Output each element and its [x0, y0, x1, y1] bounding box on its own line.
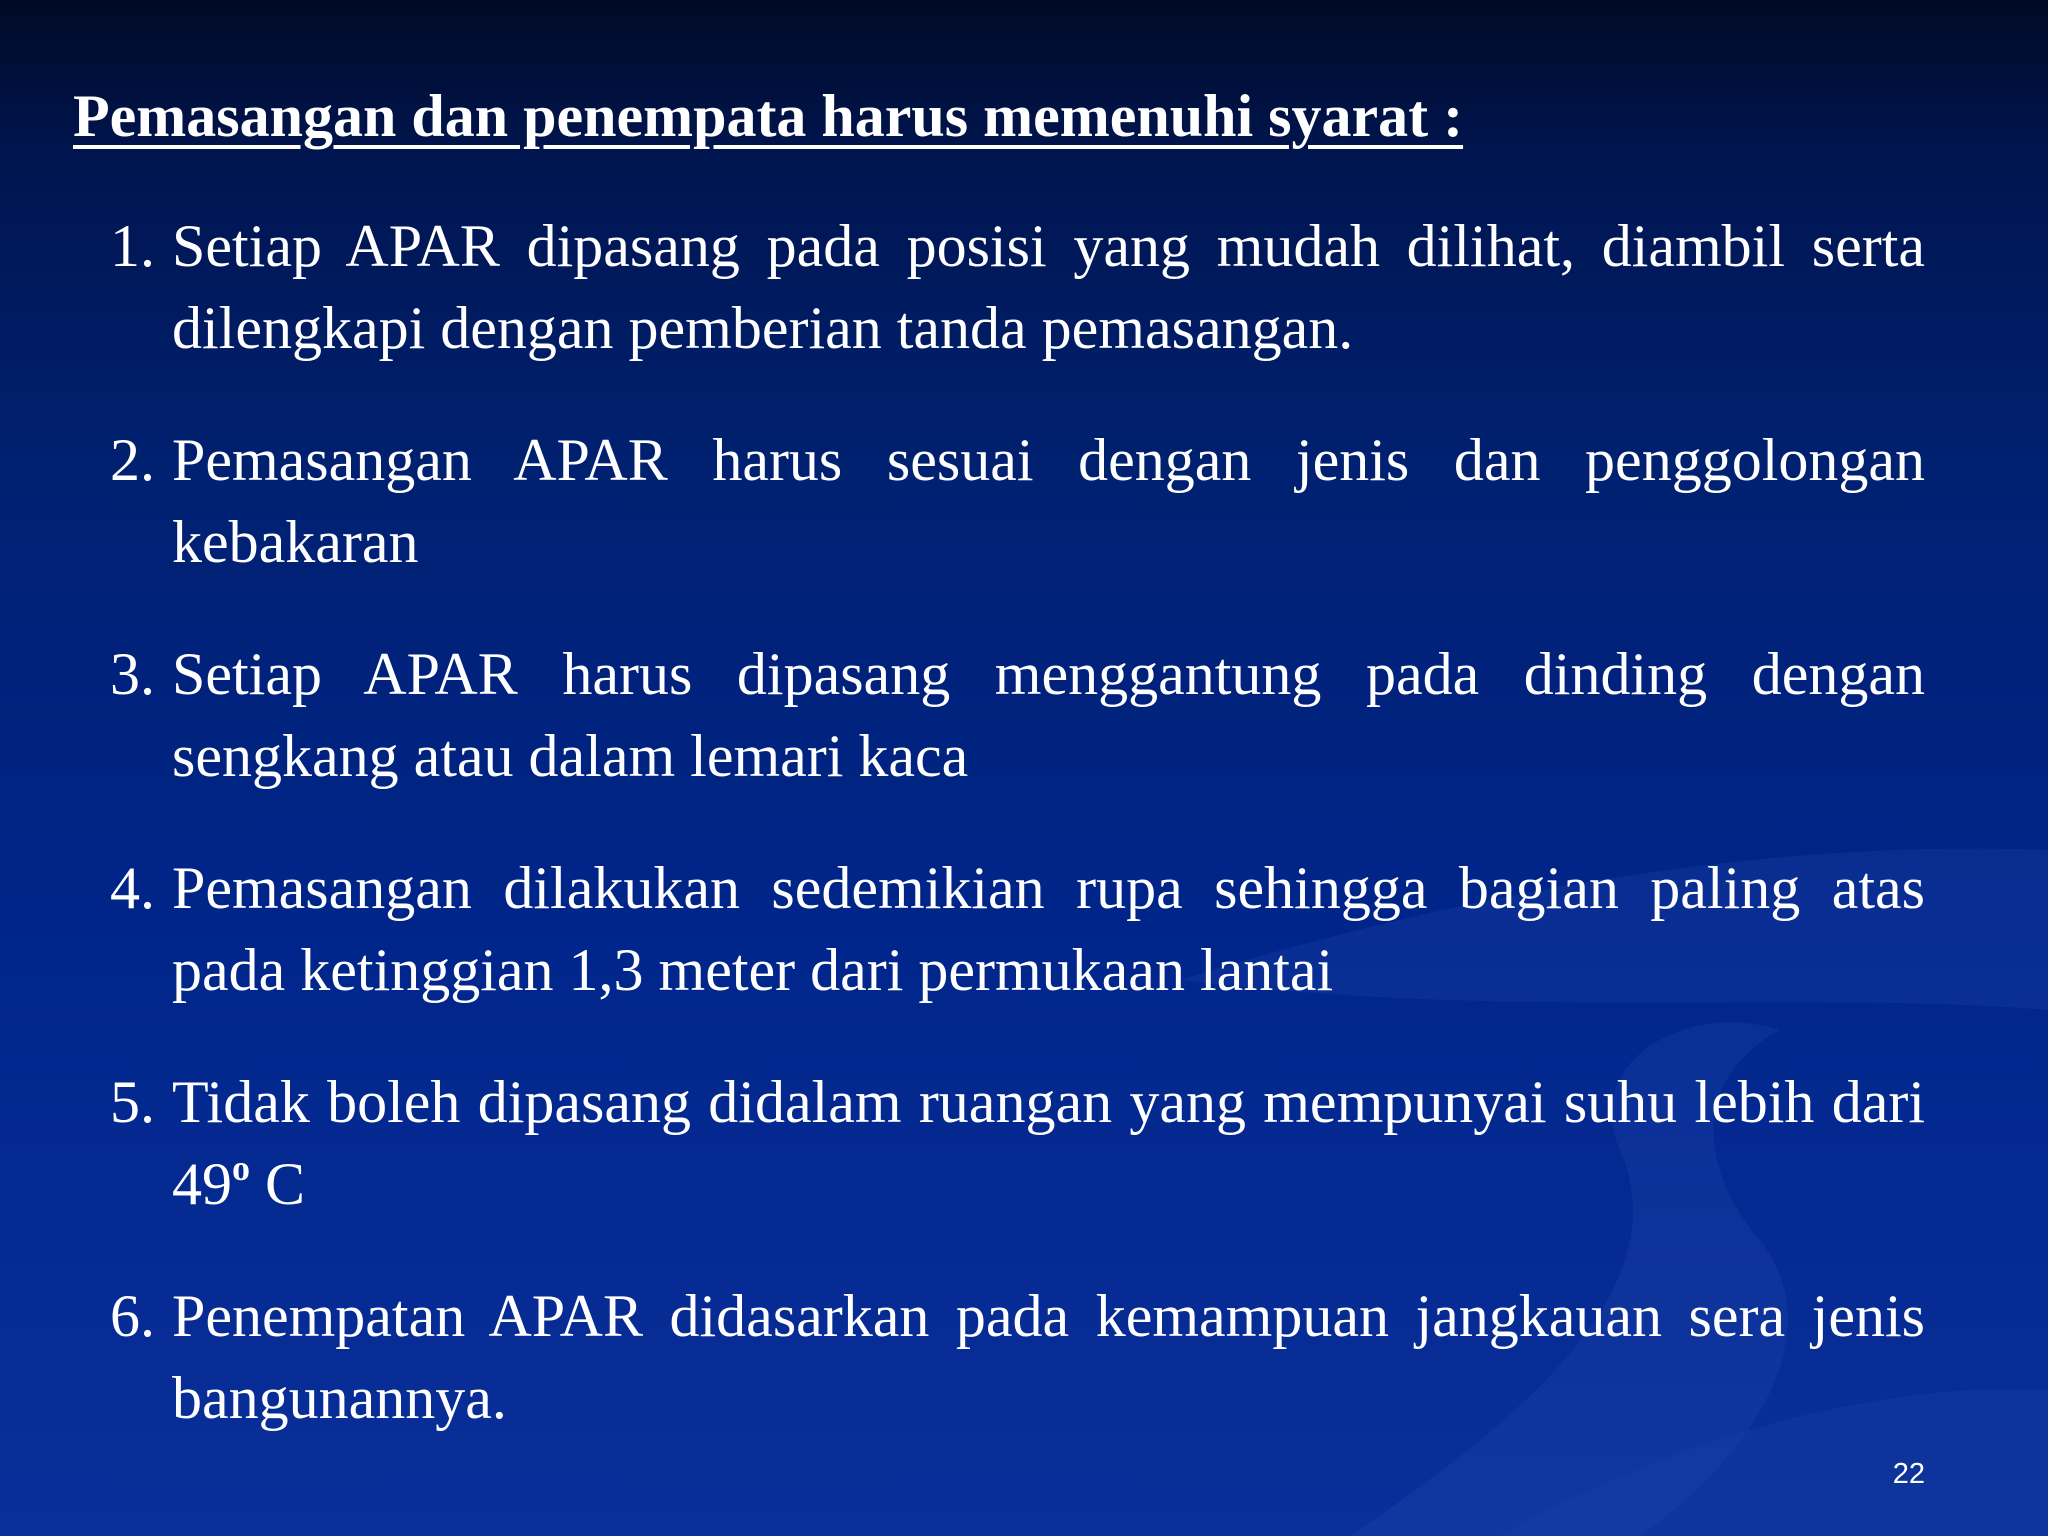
item-text-main: Tidak boleh dipasang didalam ruangan yang mempunyai suhu lebih dari 49 — [172, 1069, 1925, 1217]
list-item — [110, 1061, 1925, 1225]
item-text — [172, 1061, 1925, 1225]
item-number: 2. — [110, 427, 155, 493]
item-text-unit: C — [250, 1151, 306, 1217]
list-item — [110, 205, 1925, 369]
degree-superscript: o — [232, 1148, 250, 1188]
item-text: Penempatan APAR didasarkan pada kemampuan jangkauan sera jenis bangunannya. — [172, 1283, 1925, 1431]
slide-title: Pemasangan dan penempata harus memenuhi syarat : — [73, 83, 1464, 149]
list-item — [110, 419, 1925, 583]
item-text: Setiap APAR dipasang pada posisi yang mudah dilihat, diambil serta dilengkapi dengan pemberian tanda pemasangan. — [172, 213, 1925, 361]
item-text: Setiap APAR harus dipasang menggantung pada dinding dengan sengkang atau dalam lemari kaca — [172, 641, 1925, 789]
item-number: 1. — [110, 213, 155, 279]
list-item — [110, 1275, 1925, 1439]
requirements-list — [110, 205, 1925, 1439]
item-number: 3. — [110, 641, 155, 707]
item-number: 4. — [110, 855, 155, 921]
list-item — [110, 847, 1925, 1011]
page-number: 22 — [1892, 1458, 1925, 1490]
item-text: Pemasangan APAR harus sesuai dengan jenis dan penggolongan kebakaran — [172, 427, 1925, 575]
list-item — [110, 633, 1925, 797]
item-number: 5. — [110, 1069, 155, 1135]
item-number: 6. — [110, 1283, 155, 1349]
item-text: Pemasangan dilakukan sedemikian rupa sehingga bagian paling atas pada ketinggian 1,3 meter dari permukaan lantai — [172, 855, 1925, 1003]
